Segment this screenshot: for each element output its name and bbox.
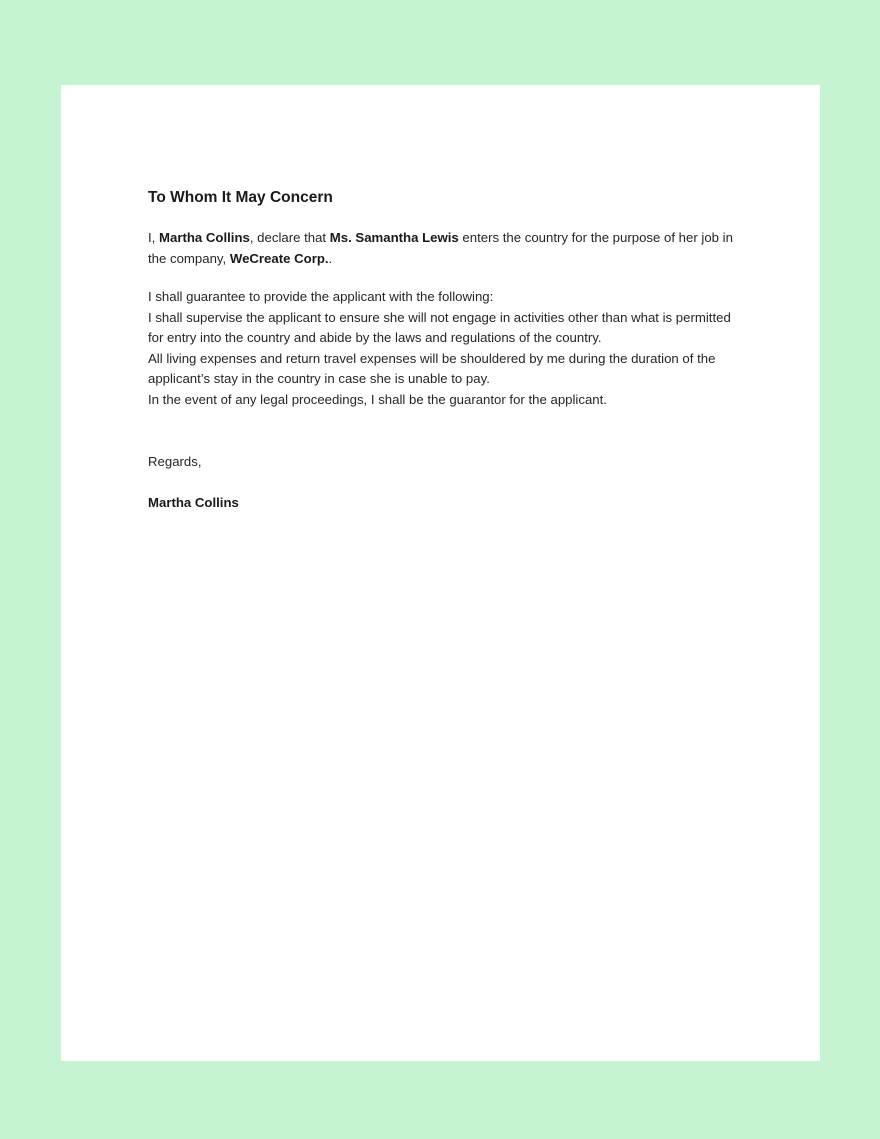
declarant-name: Martha Collins	[159, 230, 250, 245]
letter-page	[61, 85, 820, 1061]
applicant-name: Ms. Samantha Lewis	[329, 230, 459, 245]
intro-paragraph	[148, 228, 748, 269]
supervision-line: I shall supervise the applicant to ensure she will not engage in activities other than what is permitted for entry into the country and abide by the laws and regulations of the country.	[148, 309, 731, 345]
legal-line: In the event of any legal proceedings, I shall be the guarantor for the applicant.	[148, 391, 607, 407]
expenses-line: All living expenses and return travel expenses will be shouldered by me during the duration of the applicant’s stay in the country in case she is unable to pay.	[148, 350, 716, 386]
intro-mid-2: enters the country for the purpose of her job in the company,	[148, 230, 733, 266]
closing: Regards,	[148, 454, 202, 469]
intro-mid-1: , declare that	[249, 230, 330, 245]
letter-heading: To Whom It May Concern	[148, 189, 333, 206]
letter-content	[148, 189, 748, 510]
intro-prefix: I,	[148, 230, 159, 245]
guarantee-intro-line: I shall guarantee to provide the applicant with the following:	[148, 289, 494, 304]
intro-suffix: .	[328, 250, 333, 266]
company-name: WeCreate Corp.	[229, 250, 329, 266]
signature-name: Martha Collins	[148, 494, 239, 510]
